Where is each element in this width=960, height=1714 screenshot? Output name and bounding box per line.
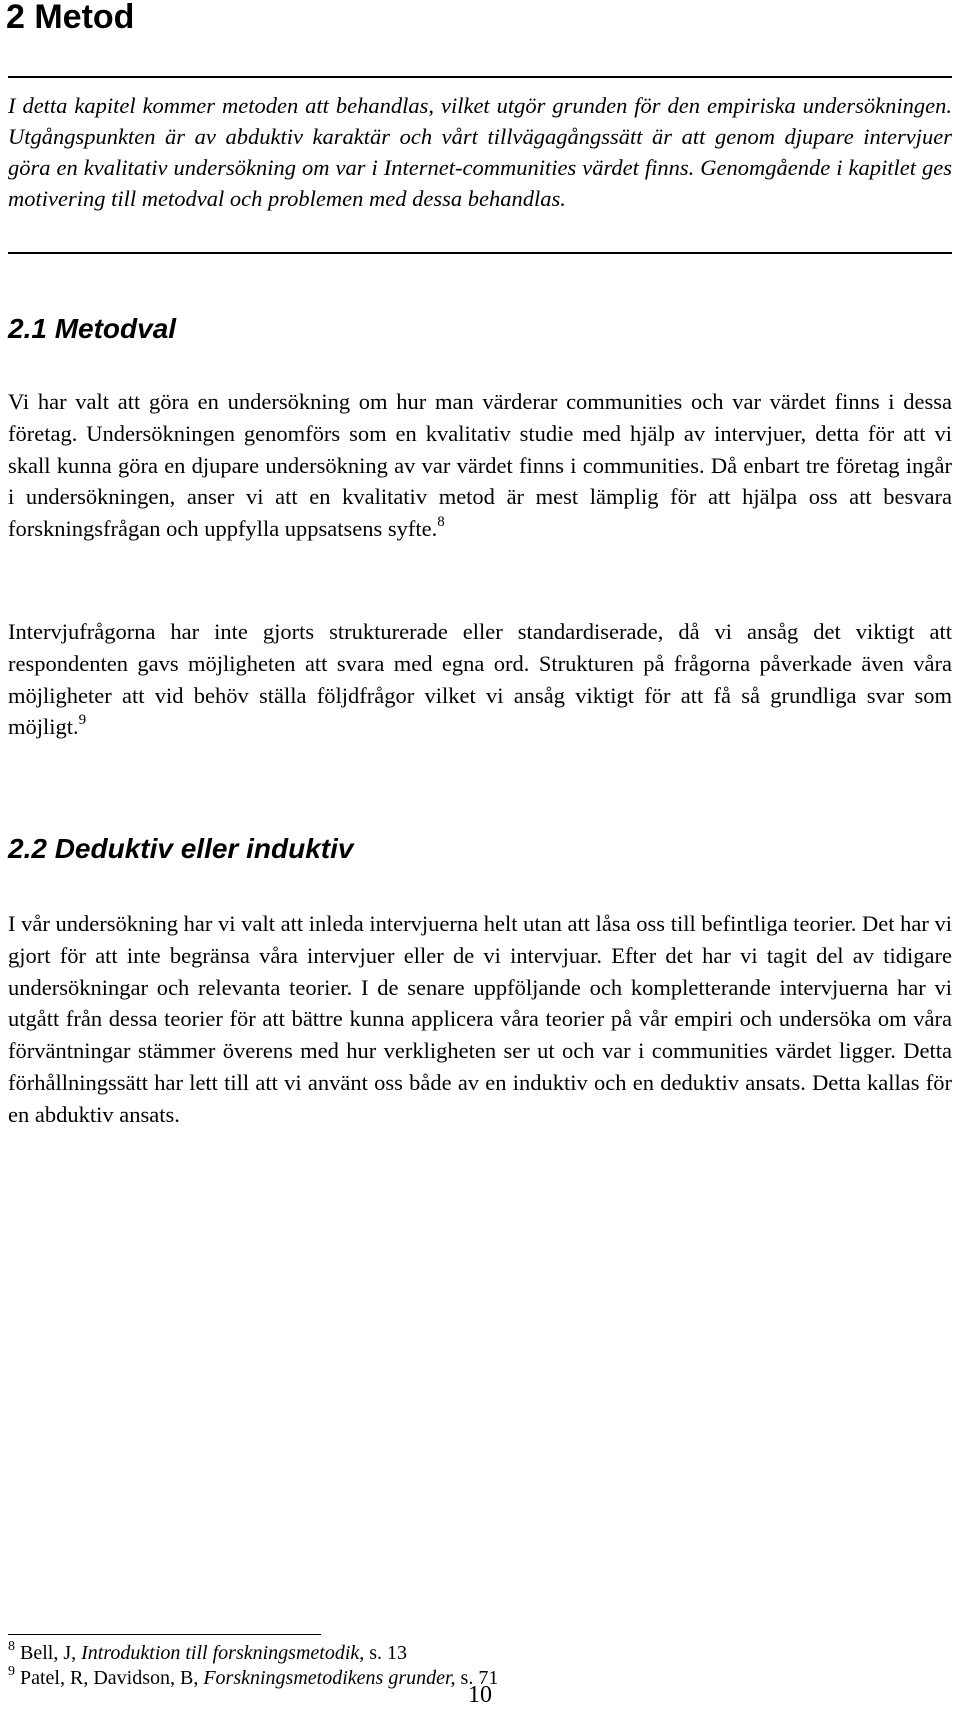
section-heading-deduktiv: 2.2 Deduktiv eller induktiv [8,833,354,864]
footnote-ref-9: 9 [78,711,87,728]
footnote-ref-8: 8 [437,513,445,530]
footnote-separator [8,1634,321,1635]
footnote-book-title: Introduktion till forskningsmetodik, [81,1642,365,1664]
footnote-8 [8,1641,407,1665]
intro-paragraph: I detta kapitel kommer metoden att behandlas, vilket utgör grunden för den empiriska undersökningen. Utgångspunkten är av abduktiv karaktär och vårt tillvägagångssätt är att genom djupare intervjuer göra en kvalitativ undersökning om var i Internet-communities värdet finns. Genomgående i kapitlet ges motivering till metodval och problemen med dessa behandlas. [8,93,952,211]
metodval-paragraph-1 [8,386,952,545]
footnote-page: s. 13 [364,1642,408,1664]
chapter-title: 2 Metod [6,0,135,36]
section-heading-metodval: 2.1 Metodval [8,313,177,344]
footnote-number: 8 [8,1639,15,1655]
metodval-paragraph-2-text: Intervjufrågorna har inte gjorts strukturerade eller standardiserade, då vi ansåg det viktigt att respondenten gavs möjligheten att svara med egna ord. Strukturen på frågorna påverkade även våra möjligheter att vid behöv ställa följdfrågor vilket vi ansåg viktigt för att få så grundliga svar som möjligt. [8,619,952,740]
deduktiv-paragraph-1: I vår undersökning har vi valt att inleda intervjuerna helt utan att låsa oss till befintliga teorier. Det har vi gjort för att inte begränsa våra intervjuer eller de vi intervjuar. Efter det har vi tagit del av tidigare undersökningar och relevanta teorier. I de senare uppföljande och kompletterande intervjuerna har vi utgått från dessa teorier för att bättre kunna applicera våra teorier på vår empiri och undersöka om våra förväntningar stämmer överens med hur verkligheten ser ut och var i communities värdet ligger. Detta förhållningssätt har lett till att vi använt oss både av en induktiv och en deduktiv ansats. Detta kallas för en abduktiv ansats. [8,911,952,1127]
footnote-number: 9 [8,1664,15,1680]
intro-top-rule [8,76,952,78]
page-number: 10 [468,1682,492,1708]
metodval-paragraph-1-text: Vi har valt att göra en undersökning om hur man värderar communities och var värdet finns i dessa företag. Undersökningen genomförs som en kvalitativ studie med hjälp av intervjuer, detta för att vi skall kunna göra en djupare undersökning av var värdet finns i communities. Då enbart tre företag ingår i undersökningen, anser vi att en kvalitativ metod är mest lämplig för att hjälpa oss att besvara forskningsfrågan och uppfylla uppsatsens syfte. [8,389,952,542]
footnote-author: Patel, R, Davidson, B, [20,1667,204,1689]
intro-bottom-rule [8,252,952,254]
footnote-author: Bell, J, [20,1642,82,1664]
footnote-book-title: Forskningsmetodikens grunder, [203,1667,456,1689]
footnote-page: s. 71 [455,1667,499,1689]
metodval-paragraph-2 [8,616,952,743]
